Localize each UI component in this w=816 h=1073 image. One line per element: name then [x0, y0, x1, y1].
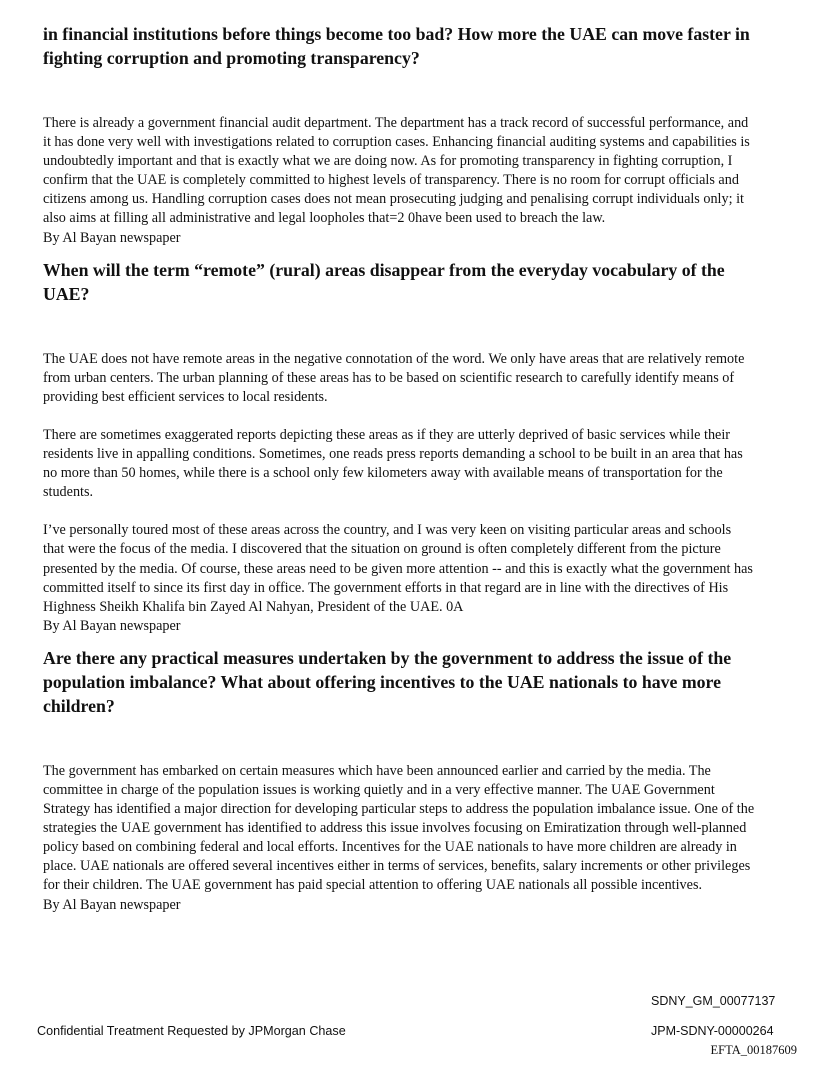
answer-paragraph: The government has embarked on certain measures which have been announced earlier and carried by the media. The committee in charge of the population issues is working quietly and in a very effective manner. The UAE Government Strategy has identified a major direction for developing particular steps to address the population imbalance issue. One of the strategies the UAE government has identified to address this issue involves focusing on Emiratization through well-planned policy based on combining federal and local efforts. Incentives for the UAE nationals to have more children are already in place. UAE nationals are offered several incentives either in terms of services, benefits, salary increments or other privileges for their children. The UAE government has paid special attention to offering UAE nationals all possible incentives.: [43, 762, 755, 894]
question-heading: in financial institutions before things become too bad? How more the UAE can move faster in fighting corruption and promoting transparency?: [43, 24, 750, 68]
qa-section-remote-areas: [43, 258, 755, 636]
document-body: [43, 22, 755, 915]
question-heading: Are there any practical measures undertaken by the government to address the issue of the population imbalance? What about offering incentives to the UAE nationals to have more children?: [43, 647, 732, 716]
source-byline: By Al Bayan newspaper: [43, 229, 181, 246]
bates-number-jpm: JPM-SDNY-00000264: [651, 1024, 774, 1038]
bates-number-gm: SDNY_GM_00077137: [651, 994, 776, 1008]
question-heading: When will the term “remote” (rural) areas disappear from the everyday vocabulary of the UAE?: [43, 259, 725, 304]
confidential-notice: Confidential Treatment Requested by JPMorgan Chase: [37, 1024, 346, 1038]
answer-paragraph: There are sometimes exaggerated reports depicting these areas as if they are utterly deprived of basic services while their residents live in appalling conditions. Sometimes, one reads press reports demanding a school to be built in an area that has no more than 50 homes, while there is a school only few kilometers away with available means of transportation for the students.: [43, 426, 743, 501]
source-byline: By Al Bayan newspaper: [43, 617, 181, 634]
qa-section-corruption: [43, 22, 755, 248]
answer-paragraph: There is already a government financial audit department. The department has a track record of successful performance, and it has done very well with investigations related to corruption cases. Enhancing financial auditing systems and capabilities is undoubtedly important and that is exactly what we are doing now. As for promoting transparency in fighting corruption, I confirm that the UAE is completely committed to highest levels of transparency. There is no room for corrupt officials and citizens among us. Handling corruption cases does not mean prosecuting judging and penalising corrupt individuals only; it also aims at filling all administrative and legal loopholes that=2 0have been used to breach the law.: [43, 115, 750, 227]
answer-paragraph: The UAE does not have remote areas in the negative connotation of the word. We only have areas that are relatively remote from urban centers. The urban planning of these areas has to be based on scientific research to carefully identify means of providing best efficient services to local residents.: [43, 350, 745, 405]
source-byline: By Al Bayan newspaper: [43, 896, 181, 913]
efta-number: EFTA_00187609: [710, 1043, 797, 1057]
answer-paragraph: I’ve personally toured most of these areas across the country, and I was very keen on visiting particular areas and schools that were the focus of the media. I discovered that the situation on ground is often completely different from the picture presented by the media. Of course, these areas need to be given more attention -- and this is exactly what the government has committed itself to since its first day in office. The government efforts in that regard are in line with the directives of His Highness Sheikh Khalifa bin Zayed Al Nahyan, President of the UAE. 0A: [43, 522, 753, 615]
qa-section-population: [43, 646, 755, 915]
